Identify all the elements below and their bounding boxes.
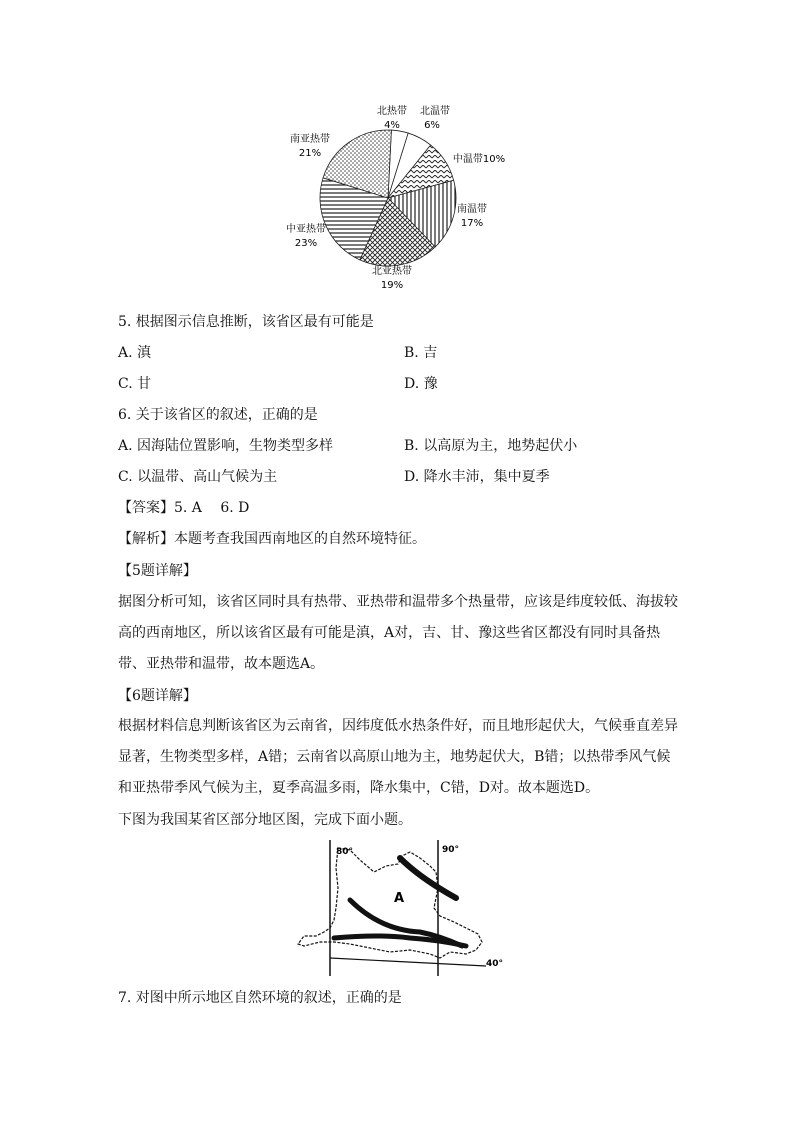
province-map <box>290 838 510 978</box>
pie-chart-svg <box>270 100 530 300</box>
q5-option-d: D. 豫 <box>404 376 438 392</box>
q6-option-a: A. 因海陆位置影响，生物类型多样 <box>118 438 334 454</box>
province-map-svg <box>290 838 510 978</box>
question-5-stem: 5. 根据图示信息推断，该省区最有可能是 <box>118 314 374 330</box>
detail-6-body: 根据材料信息判断该省区为云南省，因纬度低水热条件好，而且地形起伏大，气候垂直差异显著，生物类型多样，A错；云南省以高原山地为主，地势起伏大，B错；以热带季风气候和亚热带季风气候为主，夏季高温多雨，降水集中，C错，D对。故本题选D。 <box>118 718 678 796</box>
lat-40-label: 40° <box>486 959 504 969</box>
lon-90-label: 90° <box>442 845 460 855</box>
pie-value-5: 19% <box>380 280 404 291</box>
question-7-stem: 7. 对图中所示地区自然环境的叙述，正确的是 <box>118 990 402 1006</box>
pie-value-1: 4% <box>384 120 400 131</box>
detail-5-heading: 【5题详解】 <box>118 563 197 579</box>
heat-zone-pie-chart <box>270 100 530 300</box>
pie-label-5: 北亚热带 <box>372 266 412 277</box>
pie-label-4: 南温带 <box>457 204 487 215</box>
parallel-40-line <box>330 958 486 966</box>
detail-6-heading: 【6题详解】 <box>118 688 197 704</box>
q5-option-b: B. 吉 <box>404 345 438 361</box>
map-intro-line: 下图为我国某省区部分地区图，完成下面小题。 <box>118 812 412 828</box>
lon-80-label: 80° <box>336 847 354 857</box>
pie-label-6: 中亚热带 <box>286 224 326 235</box>
pie-value-4: 17% <box>460 218 484 229</box>
pie-value-2: 6% <box>424 120 440 131</box>
pie-label-1: 北热带 <box>377 106 407 117</box>
analysis-line: 【解析】本题考查我国西南地区的自然环境特征。 <box>118 531 426 547</box>
detail-5-body: 据图分析可知，该省区同时具有热带、亚热带和温带多个热量带，应该是纬度较低、海拔较高的西南地区，所以该省区最有可能是滇，A对，吉、甘、豫这些省区都没有同时具备热带、亚热带和温带，故本题选A。 <box>118 594 678 672</box>
pie-label-7: 南亚热带 <box>290 134 330 145</box>
pie-label-3: 中温带10% <box>452 154 506 165</box>
q6-option-c: C. 以温带、高山气候为主 <box>118 469 278 485</box>
question-6-stem: 6. 关于该省区的叙述，正确的是 <box>118 407 318 423</box>
pie-label-2: 北温带 <box>420 106 450 117</box>
pie-value-7: 21% <box>298 148 322 159</box>
answer-line: 【答案】5. A 6. D <box>118 500 250 516</box>
q6-option-d: D. 降水丰沛，集中夏季 <box>404 469 550 485</box>
pie-value-6: 23% <box>294 238 318 249</box>
q6-option-b: B. 以高原为主，地势起伏小 <box>404 438 578 454</box>
q5-option-a: A. 滇 <box>118 345 152 361</box>
region-a-label: A <box>394 891 405 906</box>
q5-option-c: C. 甘 <box>118 376 152 392</box>
